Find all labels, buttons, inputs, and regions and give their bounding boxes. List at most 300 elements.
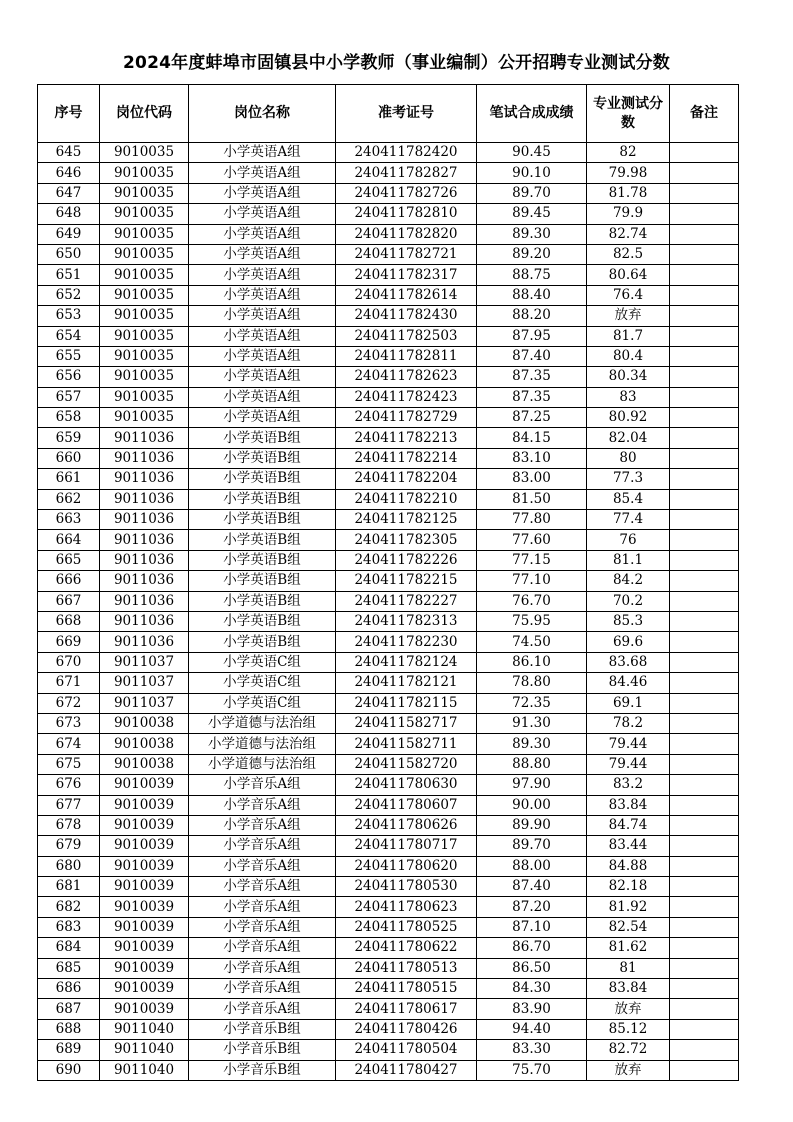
table-row xyxy=(38,285,739,305)
cell-professional-score: 80.64 xyxy=(587,265,670,285)
cell-post-name: 小学英语A组 xyxy=(189,408,336,428)
cell-remark xyxy=(670,979,739,999)
cell-post-code: 9011037 xyxy=(100,693,189,713)
cell-seq: 656 xyxy=(38,367,100,387)
cell-professional-score: 80.4 xyxy=(587,346,670,366)
cell-professional-score: 82.74 xyxy=(587,224,670,244)
table-row xyxy=(38,815,739,835)
cell-post-code: 9010039 xyxy=(100,999,189,1019)
table-row xyxy=(38,938,739,958)
cell-written-score: 83.90 xyxy=(477,999,587,1019)
cell-professional-score: 83.84 xyxy=(587,979,670,999)
cell-exam-no: 240411780623 xyxy=(336,897,477,917)
cell-post-name: 小学英语B组 xyxy=(189,571,336,591)
cell-post-code: 9010039 xyxy=(100,815,189,835)
table-row xyxy=(38,1040,739,1060)
cell-post-code: 9011037 xyxy=(100,652,189,672)
cell-exam-no: 240411782810 xyxy=(336,204,477,224)
cell-remark xyxy=(670,346,739,366)
cell-written-score: 89.70 xyxy=(477,836,587,856)
cell-post-code: 9010035 xyxy=(100,224,189,244)
cell-post-name: 小学英语B组 xyxy=(189,469,336,489)
cell-professional-score: 82.18 xyxy=(587,877,670,897)
cell-professional-score: 78.2 xyxy=(587,713,670,733)
cell-exam-no: 240411782214 xyxy=(336,448,477,468)
cell-remark xyxy=(670,958,739,978)
cell-post-code: 9010039 xyxy=(100,917,189,937)
cell-written-score: 89.45 xyxy=(477,204,587,224)
cell-professional-score: 83.44 xyxy=(587,836,670,856)
cell-post-name: 小学英语B组 xyxy=(189,632,336,652)
cell-post-code: 9011036 xyxy=(100,469,189,489)
cell-seq: 649 xyxy=(38,224,100,244)
table-row xyxy=(38,713,739,733)
cell-professional-score: 84.46 xyxy=(587,673,670,693)
cell-post-code: 9010039 xyxy=(100,877,189,897)
cell-exam-no: 240411582711 xyxy=(336,734,477,754)
cell-exam-no: 240411782623 xyxy=(336,367,477,387)
table-row xyxy=(38,408,739,428)
cell-exam-no: 240411782210 xyxy=(336,489,477,509)
cell-written-score: 75.70 xyxy=(477,1060,587,1080)
cell-seq: 664 xyxy=(38,530,100,550)
table-row xyxy=(38,571,739,591)
cell-exam-no: 240411782430 xyxy=(336,306,477,326)
cell-exam-no: 240411780525 xyxy=(336,917,477,937)
table-row xyxy=(38,877,739,897)
cell-post-code: 9011036 xyxy=(100,632,189,652)
cell-remark xyxy=(670,775,739,795)
cell-remark xyxy=(670,917,739,937)
cell-post-name: 小学英语A组 xyxy=(189,183,336,203)
cell-seq: 650 xyxy=(38,244,100,264)
table-row xyxy=(38,550,739,570)
table-row xyxy=(38,795,739,815)
cell-post-code: 9010035 xyxy=(100,367,189,387)
cell-post-code: 9011036 xyxy=(100,571,189,591)
cell-post-code: 9010035 xyxy=(100,326,189,346)
cell-post-name: 小学音乐B组 xyxy=(189,1040,336,1060)
cell-post-name: 小学英语B组 xyxy=(189,550,336,570)
cell-post-name: 小学英语B组 xyxy=(189,611,336,631)
cell-written-score: 90.00 xyxy=(477,795,587,815)
cell-professional-score: 80.34 xyxy=(587,367,670,387)
cell-remark xyxy=(670,143,739,163)
cell-post-code: 9011036 xyxy=(100,448,189,468)
table-row xyxy=(38,1060,739,1080)
cell-post-name: 小学音乐A组 xyxy=(189,979,336,999)
cell-seq: 689 xyxy=(38,1040,100,1060)
cell-exam-no: 240411782726 xyxy=(336,183,477,203)
cell-seq: 667 xyxy=(38,591,100,611)
cell-seq: 662 xyxy=(38,489,100,509)
cell-exam-no: 240411782213 xyxy=(336,428,477,448)
cell-seq: 659 xyxy=(38,428,100,448)
cell-remark xyxy=(670,815,739,835)
cell-post-code: 9010039 xyxy=(100,856,189,876)
cell-post-code: 9010038 xyxy=(100,734,189,754)
cell-exam-no: 240411780607 xyxy=(336,795,477,815)
cell-post-name: 小学英语B组 xyxy=(189,510,336,530)
cell-post-code: 9010039 xyxy=(100,775,189,795)
cell-written-score: 77.10 xyxy=(477,571,587,591)
cell-written-score: 84.30 xyxy=(477,979,587,999)
cell-post-code: 9011040 xyxy=(100,1019,189,1039)
cell-seq: 686 xyxy=(38,979,100,999)
cell-seq: 685 xyxy=(38,958,100,978)
cell-professional-score: 81.7 xyxy=(587,326,670,346)
cell-written-score: 81.50 xyxy=(477,489,587,509)
cell-post-name: 小学英语A组 xyxy=(189,326,336,346)
cell-written-score: 90.10 xyxy=(477,163,587,183)
cell-seq: 661 xyxy=(38,469,100,489)
cell-written-score: 86.70 xyxy=(477,938,587,958)
cell-remark xyxy=(670,652,739,672)
cell-seq: 677 xyxy=(38,795,100,815)
cell-post-name: 小学音乐A组 xyxy=(189,775,336,795)
cell-post-code: 9010039 xyxy=(100,897,189,917)
cell-professional-score: 76.4 xyxy=(587,285,670,305)
table-header-row xyxy=(38,85,739,143)
cell-post-name: 小学英语C组 xyxy=(189,693,336,713)
cell-exam-no: 240411780515 xyxy=(336,979,477,999)
cell-remark xyxy=(670,897,739,917)
cell-written-score: 88.40 xyxy=(477,285,587,305)
cell-written-score: 90.45 xyxy=(477,143,587,163)
cell-exam-no: 240411782121 xyxy=(336,673,477,693)
header-written-score: 笔试合成成绩 xyxy=(477,85,587,143)
table-row xyxy=(38,204,739,224)
table-row xyxy=(38,489,739,509)
header-professional-score: 专业测试分数 xyxy=(587,85,670,143)
cell-exam-no: 240411782503 xyxy=(336,326,477,346)
cell-post-name: 小学英语B组 xyxy=(189,489,336,509)
header-remark: 备注 xyxy=(670,85,739,143)
cell-remark xyxy=(670,693,739,713)
cell-post-code: 9010035 xyxy=(100,387,189,407)
cell-seq: 672 xyxy=(38,693,100,713)
cell-post-name: 小学英语C组 xyxy=(189,673,336,693)
cell-written-score: 78.80 xyxy=(477,673,587,693)
cell-post-code: 9011036 xyxy=(100,550,189,570)
cell-exam-no: 240411782827 xyxy=(336,163,477,183)
cell-exam-no: 240411782614 xyxy=(336,285,477,305)
table-row xyxy=(38,958,739,978)
cell-remark xyxy=(670,306,739,326)
table-row xyxy=(38,143,739,163)
cell-post-code: 9010035 xyxy=(100,143,189,163)
cell-written-score: 88.75 xyxy=(477,265,587,285)
table-row xyxy=(38,632,739,652)
cell-written-score: 89.30 xyxy=(477,224,587,244)
cell-written-score: 87.35 xyxy=(477,367,587,387)
cell-written-score: 88.00 xyxy=(477,856,587,876)
cell-exam-no: 240411782230 xyxy=(336,632,477,652)
cell-written-score: 77.15 xyxy=(477,550,587,570)
cell-seq: 670 xyxy=(38,652,100,672)
cell-professional-score: 81.62 xyxy=(587,938,670,958)
cell-remark xyxy=(670,1060,739,1080)
table-row xyxy=(38,652,739,672)
cell-written-score: 87.25 xyxy=(477,408,587,428)
cell-seq: 671 xyxy=(38,673,100,693)
table-row xyxy=(38,1019,739,1039)
cell-post-name: 小学音乐A组 xyxy=(189,999,336,1019)
cell-post-code: 9010039 xyxy=(100,958,189,978)
table-row xyxy=(38,836,739,856)
cell-post-name: 小学音乐B组 xyxy=(189,1060,336,1080)
cell-post-name: 小学音乐A组 xyxy=(189,815,336,835)
cell-post-code: 9010035 xyxy=(100,408,189,428)
cell-remark xyxy=(670,836,739,856)
cell-remark xyxy=(670,999,739,1019)
cell-exam-no: 240411782115 xyxy=(336,693,477,713)
table-row xyxy=(38,693,739,713)
cell-professional-score: 79.44 xyxy=(587,754,670,774)
cell-professional-score: 放弃 xyxy=(587,999,670,1019)
cell-written-score: 87.40 xyxy=(477,346,587,366)
table-row xyxy=(38,306,739,326)
cell-post-name: 小学英语B组 xyxy=(189,428,336,448)
cell-post-name: 小学音乐A组 xyxy=(189,897,336,917)
cell-written-score: 87.10 xyxy=(477,917,587,937)
cell-remark xyxy=(670,428,739,448)
cell-post-name: 小学道德与法治组 xyxy=(189,713,336,733)
cell-remark xyxy=(670,611,739,631)
cell-remark xyxy=(670,754,739,774)
cell-professional-score: 82.5 xyxy=(587,244,670,264)
cell-exam-no: 240411782721 xyxy=(336,244,477,264)
cell-written-score: 97.90 xyxy=(477,775,587,795)
cell-remark xyxy=(670,1019,739,1039)
cell-written-score: 88.20 xyxy=(477,306,587,326)
cell-remark xyxy=(670,713,739,733)
cell-post-code: 9010035 xyxy=(100,265,189,285)
cell-remark xyxy=(670,224,739,244)
cell-exam-no: 240411782305 xyxy=(336,530,477,550)
cell-post-name: 小学英语B组 xyxy=(189,530,336,550)
header-post-name: 岗位名称 xyxy=(189,85,336,143)
cell-remark xyxy=(670,510,739,530)
table-row xyxy=(38,530,739,550)
table-row xyxy=(38,244,739,264)
cell-exam-no: 240411780717 xyxy=(336,836,477,856)
cell-seq: 648 xyxy=(38,204,100,224)
cell-post-name: 小学音乐A组 xyxy=(189,877,336,897)
cell-post-name: 小学英语A组 xyxy=(189,387,336,407)
table-row xyxy=(38,856,739,876)
cell-post-code: 9010035 xyxy=(100,204,189,224)
cell-exam-no: 240411782227 xyxy=(336,591,477,611)
cell-remark xyxy=(670,856,739,876)
cell-professional-score: 84.2 xyxy=(587,571,670,591)
cell-post-code: 9011040 xyxy=(100,1040,189,1060)
cell-post-name: 小学道德与法治组 xyxy=(189,734,336,754)
cell-post-name: 小学英语A组 xyxy=(189,224,336,244)
cell-professional-score: 80 xyxy=(587,448,670,468)
cell-professional-score: 69.1 xyxy=(587,693,670,713)
cell-professional-score: 79.9 xyxy=(587,204,670,224)
cell-professional-score: 81.92 xyxy=(587,897,670,917)
cell-exam-no: 240411780504 xyxy=(336,1040,477,1060)
cell-exam-no: 240411782811 xyxy=(336,346,477,366)
table-row xyxy=(38,367,739,387)
header-seq: 序号 xyxy=(38,85,100,143)
cell-written-score: 87.20 xyxy=(477,897,587,917)
cell-written-score: 84.15 xyxy=(477,428,587,448)
cell-professional-score: 77.4 xyxy=(587,510,670,530)
cell-written-score: 89.90 xyxy=(477,815,587,835)
cell-post-code: 9011036 xyxy=(100,591,189,611)
cell-professional-score: 76 xyxy=(587,530,670,550)
cell-post-code: 9010039 xyxy=(100,795,189,815)
table-row xyxy=(38,428,739,448)
cell-remark xyxy=(670,550,739,570)
cell-written-score: 87.95 xyxy=(477,326,587,346)
cell-exam-no: 240411782124 xyxy=(336,652,477,672)
cell-post-code: 9010035 xyxy=(100,306,189,326)
cell-exam-no: 240411780630 xyxy=(336,775,477,795)
table-row xyxy=(38,469,739,489)
cell-written-score: 89.70 xyxy=(477,183,587,203)
cell-written-score: 91.30 xyxy=(477,713,587,733)
cell-professional-score: 81 xyxy=(587,958,670,978)
cell-exam-no: 240411582720 xyxy=(336,754,477,774)
cell-exam-no: 240411780513 xyxy=(336,958,477,978)
cell-exam-no: 240411782125 xyxy=(336,510,477,530)
cell-remark xyxy=(670,795,739,815)
cell-post-name: 小学英语B组 xyxy=(189,591,336,611)
cell-remark xyxy=(670,571,739,591)
cell-written-score: 77.80 xyxy=(477,510,587,530)
cell-exam-no: 240411782317 xyxy=(336,265,477,285)
cell-seq: 657 xyxy=(38,387,100,407)
table-row xyxy=(38,448,739,468)
cell-post-name: 小学音乐A组 xyxy=(189,917,336,937)
cell-exam-no: 240411782204 xyxy=(336,469,477,489)
cell-post-code: 9011036 xyxy=(100,510,189,530)
table-row xyxy=(38,265,739,285)
cell-remark xyxy=(670,591,739,611)
cell-post-name: 小学英语A组 xyxy=(189,306,336,326)
cell-written-score: 94.40 xyxy=(477,1019,587,1039)
cell-exam-no: 240411780622 xyxy=(336,938,477,958)
cell-professional-score: 81.78 xyxy=(587,183,670,203)
cell-seq: 684 xyxy=(38,938,100,958)
cell-remark xyxy=(670,204,739,224)
cell-exam-no: 240411782820 xyxy=(336,224,477,244)
cell-professional-score: 83.68 xyxy=(587,652,670,672)
cell-post-name: 小学英语A组 xyxy=(189,204,336,224)
cell-post-name: 小学音乐B组 xyxy=(189,1019,336,1039)
cell-post-code: 9011037 xyxy=(100,673,189,693)
cell-exam-no: 240411780426 xyxy=(336,1019,477,1039)
header-exam-no: 准考证号 xyxy=(336,85,477,143)
table-row xyxy=(38,224,739,244)
cell-seq: 688 xyxy=(38,1019,100,1039)
cell-post-code: 9010038 xyxy=(100,713,189,733)
cell-professional-score: 80.92 xyxy=(587,408,670,428)
cell-professional-score: 82 xyxy=(587,143,670,163)
cell-remark xyxy=(670,489,739,509)
cell-post-code: 9011036 xyxy=(100,530,189,550)
cell-written-score: 87.35 xyxy=(477,387,587,407)
cell-exam-no: 240411782215 xyxy=(336,571,477,591)
cell-post-code: 9010039 xyxy=(100,938,189,958)
cell-post-name: 小学英语A组 xyxy=(189,346,336,366)
cell-exam-no: 240411582717 xyxy=(336,713,477,733)
table-row xyxy=(38,346,739,366)
cell-remark xyxy=(670,469,739,489)
cell-seq: 679 xyxy=(38,836,100,856)
cell-post-name: 小学音乐A组 xyxy=(189,958,336,978)
cell-post-name: 小学英语A组 xyxy=(189,367,336,387)
table-row xyxy=(38,326,739,346)
table-row xyxy=(38,510,739,530)
cell-professional-score: 83.84 xyxy=(587,795,670,815)
cell-post-name: 小学音乐A组 xyxy=(189,938,336,958)
cell-post-name: 小学英语C组 xyxy=(189,652,336,672)
cell-remark xyxy=(670,265,739,285)
table-row xyxy=(38,183,739,203)
cell-remark xyxy=(670,367,739,387)
cell-post-name: 小学英语B组 xyxy=(189,448,336,468)
cell-seq: 658 xyxy=(38,408,100,428)
cell-exam-no: 240411782420 xyxy=(336,143,477,163)
cell-seq: 646 xyxy=(38,163,100,183)
table-row xyxy=(38,999,739,1019)
cell-seq: 652 xyxy=(38,285,100,305)
cell-remark xyxy=(670,448,739,468)
cell-exam-no: 240411780427 xyxy=(336,1060,477,1080)
cell-professional-score: 77.3 xyxy=(587,469,670,489)
cell-seq: 669 xyxy=(38,632,100,652)
cell-post-code: 9010035 xyxy=(100,183,189,203)
cell-remark xyxy=(670,530,739,550)
cell-post-code: 9010039 xyxy=(100,836,189,856)
cell-written-score: 86.50 xyxy=(477,958,587,978)
cell-professional-score: 放弃 xyxy=(587,1060,670,1080)
cell-post-name: 小学道德与法治组 xyxy=(189,754,336,774)
cell-written-score: 72.35 xyxy=(477,693,587,713)
cell-post-name: 小学英语A组 xyxy=(189,163,336,183)
cell-exam-no: 240411782729 xyxy=(336,408,477,428)
cell-seq: 655 xyxy=(38,346,100,366)
cell-post-code: 9011036 xyxy=(100,489,189,509)
cell-remark xyxy=(670,408,739,428)
cell-professional-score: 84.88 xyxy=(587,856,670,876)
cell-professional-score: 85.3 xyxy=(587,611,670,631)
cell-remark xyxy=(670,632,739,652)
cell-post-name: 小学英语A组 xyxy=(189,265,336,285)
cell-remark xyxy=(670,326,739,346)
cell-remark xyxy=(670,938,739,958)
cell-seq: 666 xyxy=(38,571,100,591)
table-row xyxy=(38,611,739,631)
cell-professional-score: 69.6 xyxy=(587,632,670,652)
table-row xyxy=(38,387,739,407)
cell-professional-score: 79.98 xyxy=(587,163,670,183)
cell-written-score: 83.10 xyxy=(477,448,587,468)
cell-post-code: 9010039 xyxy=(100,979,189,999)
cell-written-score: 83.30 xyxy=(477,1040,587,1060)
cell-post-name: 小学音乐A组 xyxy=(189,856,336,876)
cell-seq: 673 xyxy=(38,713,100,733)
cell-exam-no: 240411780617 xyxy=(336,999,477,1019)
cell-seq: 653 xyxy=(38,306,100,326)
cell-post-code: 9010038 xyxy=(100,754,189,774)
cell-professional-score: 85.12 xyxy=(587,1019,670,1039)
